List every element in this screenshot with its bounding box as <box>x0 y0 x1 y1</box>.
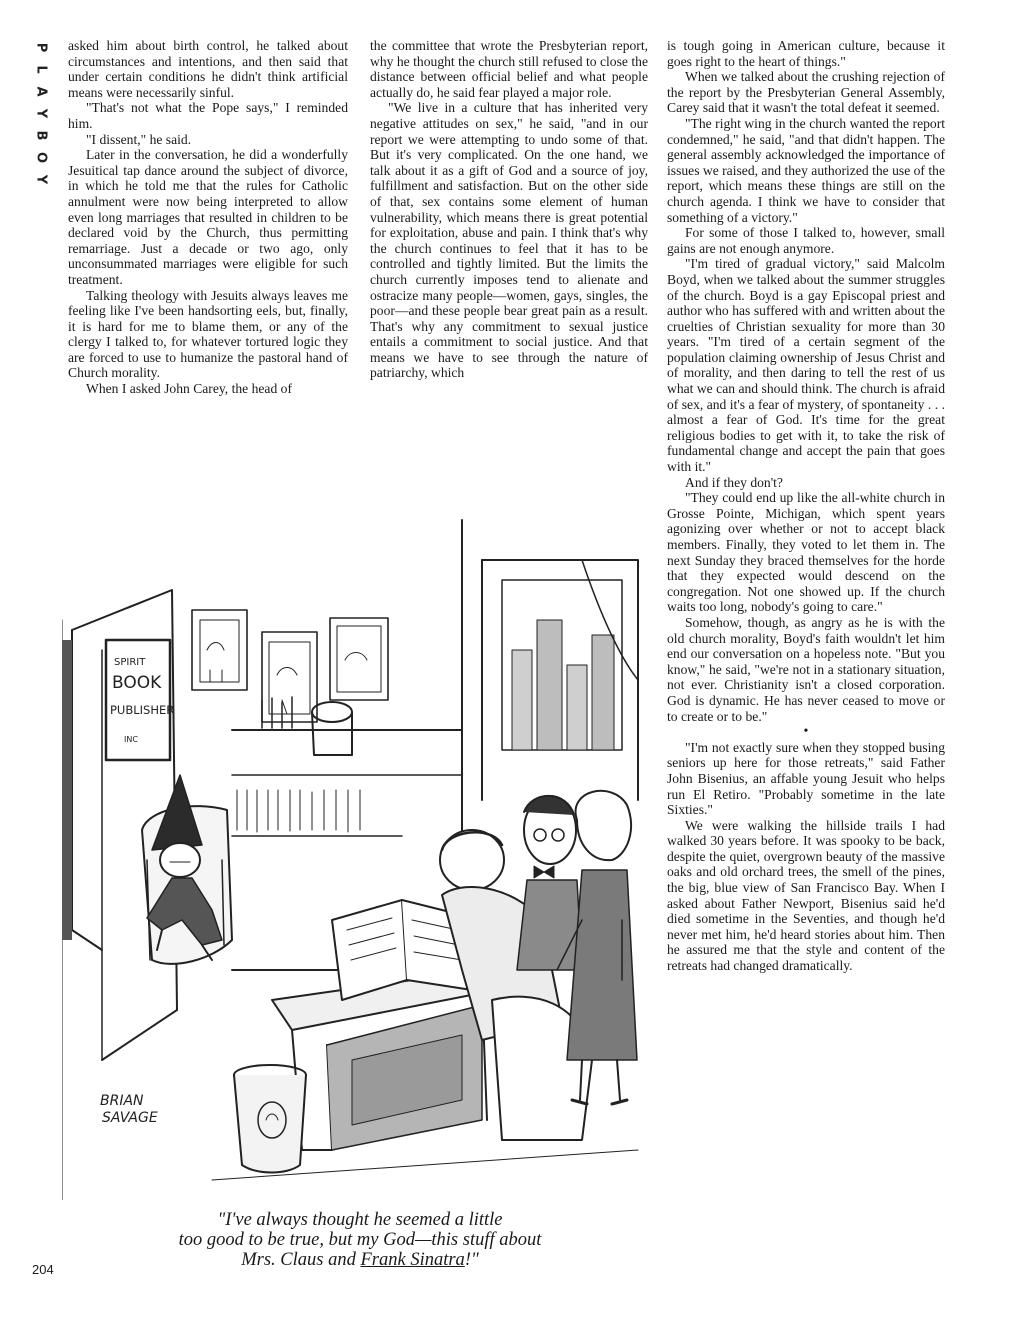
waste-basket <box>234 1065 306 1173</box>
wall-pictures <box>192 610 388 722</box>
side-title-letter: Y <box>33 174 49 185</box>
caption-line <box>150 1250 570 1270</box>
cartoon-drawing <box>62 500 640 1200</box>
signature-line-2: SAVAGE <box>102 1110 158 1126</box>
paragraph: the committee that wrote the Presbyterian report, why he thought the church still refused to close the distance between official belief and what people actually do, he said fear played a major role. <box>370 38 648 100</box>
side-title-letter: Y <box>33 108 49 119</box>
caption-line: "I've always thought he seemed a little <box>217 1210 503 1230</box>
article-column-1 <box>68 38 348 397</box>
caption-fragment: Mrs. Claus and <box>241 1250 361 1270</box>
paragraph: When we talked about the crushing rejection of the report by the Presbyterian General Assembly, Carey said that it wasn't the total defeat it seemed. <box>667 69 945 116</box>
door-sign-line-3: PUBLISHER <box>110 703 175 717</box>
side-title-letter: L <box>33 65 49 74</box>
article-column-3 <box>667 38 945 974</box>
standing-man <box>517 796 582 970</box>
paragraph: "We live in a culture that has inherited very negative attitudes on sex," he said, "and in our report we were attempting to undo some of that. But it's very complicated. On the one hand, we talk about it as a gift of God and a source of joy, fulfillment and satisfaction. But on the other side of that, sex contains some element of human vulnerability, which means there is great potential for exploitation, abuse and pain. I think that's why the church continues to feel that it has to be controlled and tightly limited. But the limits the church currently imposes tend to alienate and ostracize many people—women, gays, singles, the poor—and these people bear great pain as a result. That's why any commitment to sexual justice entails a commitment to social justice. And that means we have to see through the nature of patriarchy, which <box>370 100 648 381</box>
paragraph: "I'm tired of gradual victory," said Malcolm Boyd, when we talked about the summer struggles of the church. Boyd is a gay Episcopal priest and author who has suffered with and written about the cruelties of Christian sexuality for more than 30 years. "I'm tired of a certain segment of the population claiming ownership of Jesus Christ and of morality, and then daring to tell the rest of us what we can and should think. The church is afraid of sex, and it's a fear of mystery, of spontaneity . . . almost a fear of God. It's time for the great religious bodies to get with it, to take the risk of fundamental change and accept the pain that goes with it." <box>667 256 945 475</box>
paragraph: Somehow, though, as angry as he is with the old church morality, Boyd's faith wouldn't let him end our conversation on a hopeless note. "But you know," he said, "we're not in a stationary situation, not ever. Christianity isn't a closed corporation. God is dynamic. He has never ceased to move or to create or to be." <box>667 614 945 724</box>
paragraph: Talking theology with Jesuits always leaves me feeling like I've been handsorting eels, but, finally, it is hard for me to blame them, or any of the clergy I talked to, for whatever tortured logic they are forced to use to humanize the pastoral hand of Church morality. <box>68 287 348 381</box>
paragraph: "I dissent," he said. <box>86 131 192 147</box>
cartoon-caption <box>150 1210 570 1270</box>
door-sign-line-4: INC <box>124 735 138 744</box>
door-sign-line-2: BOOK <box>112 673 162 693</box>
paragraph: "I'm not exactly sure when they stopped busing seniors up here for those retreats," said Father John Bisenius, an affable young Jesuit who helps run El Retiro. "Probably sometime in the late Sixties." <box>667 739 945 818</box>
side-title-letter: O <box>33 151 49 164</box>
paragraph: For some of those I talked to, however, small gains are not enough anymore. <box>667 225 945 256</box>
paragraph: When I asked John Carey, the head of <box>86 381 292 397</box>
office-window <box>462 520 638 800</box>
side-title-letter: A <box>33 86 49 97</box>
paragraph: "That's not what the Pope says," I reminded him. <box>68 100 348 131</box>
article-column-2 <box>370 38 648 381</box>
elf-in-armchair <box>142 775 232 964</box>
paragraph: "They could end up like the all-white church in Grosse Pointe, Michigan, which spent years agonizing over whether or not to accept black members. Finally, they voted to let them in. The next Sunday they braced themselves for the horde that they expected would descend on the congregation. Not one showed up. If the church waits too long, nobody's going to care." <box>667 490 945 615</box>
caption-fragment: !" <box>464 1250 479 1270</box>
paragraph: Later in the conversation, he did a wonderfully Jesuitical tap dance around the subject of divorce, in which he told me that the rules for Catholic annulment were now being interpreted to allow even long marriages that resulted in children to be declared void by the Church, thus permitting remarriage. Just a decade or two ago, only unconsummated marriages were eligible for such treatment. <box>68 147 348 287</box>
paragraph: We were walking the hillside trails I had walked 30 years before. It was spooky to be back, despite the quiet, overgrown beauty of the massive oaks and old orchard trees, the smell of the pines, the big, blue view of San Francisco Bay. When I asked about Father Newport, Bisenius said he'd died sometime in the Seventies, and though he'd never met him, he'd heard stories about him. Then he assured me that the style and content of the retreats had changed dramatically. <box>667 817 945 974</box>
cartoon-illustration <box>62 500 640 1200</box>
door-sign-line-1: SPIRIT <box>114 657 146 668</box>
side-title-letter: B <box>33 130 49 141</box>
section-separator: • <box>803 724 809 740</box>
signature-line-1: BRIAN <box>100 1093 144 1109</box>
paragraph: is tough going in American culture, because it goes right to the heart of things." <box>667 38 945 69</box>
paragraph: And if they don't? <box>685 474 783 490</box>
caption-line: too good to be true, but my God—this stuff about <box>178 1230 542 1250</box>
page-number: 204 <box>32 1262 54 1277</box>
desk <box>272 970 497 1150</box>
artist-signature <box>100 1093 158 1126</box>
paragraph: asked him about birth control, he talked about circumstances and intentions, and then said that under certain conditions he didn't think artificial means were necessarily sinful. <box>68 38 348 100</box>
caption-underlined-fragment: Frank Sinatra <box>360 1250 465 1270</box>
side-title-letter: P <box>33 42 49 53</box>
magazine-side-title <box>26 40 56 187</box>
paragraph: "The right wing in the church wanted the report condemned," he said, "and that didn't happen. The general assembly acknowledged the importance of issues we raised, and they authorized the use of the report, which means these things are still on the church agenda. I think we have to consider that something of a victory." <box>667 115 945 225</box>
